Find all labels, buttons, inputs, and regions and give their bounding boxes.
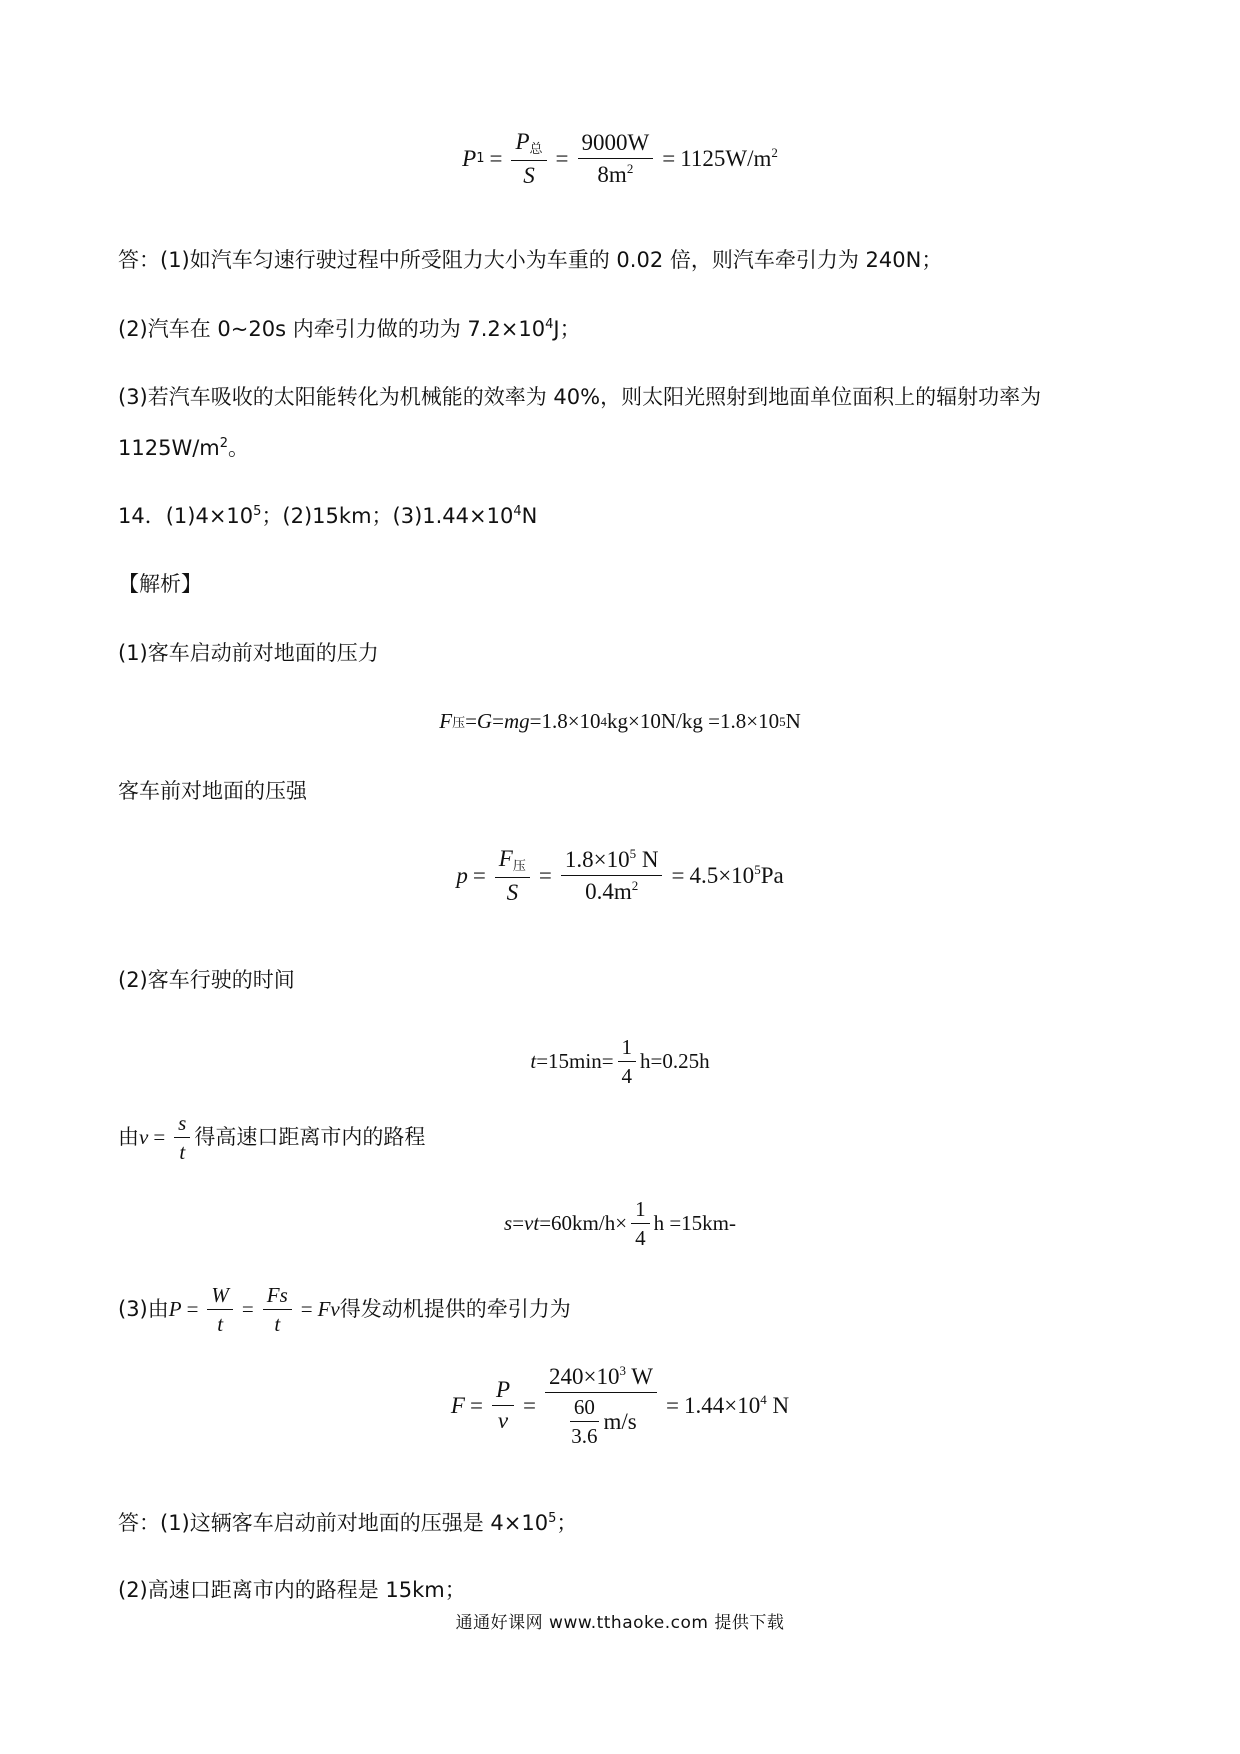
var-f-traction: F: [450, 1392, 465, 1418]
equation-pressure-force: [0, 709, 1240, 734]
frac-num-unit: N: [636, 847, 659, 873]
var-f: F: [439, 709, 453, 733]
answer14-line1-text: 答：(1)这辆客车启动前对地面的压强是 4×10: [118, 1511, 549, 1535]
frac-num-power: 240×10: [548, 1364, 620, 1389]
equation-radiation-power: P 1 = $\frac{P_总}{S}$ = $\frac{9000W}{8m^2}$ = $1125W/m^2$: [462, 129, 778, 188]
equation-time: [0, 1036, 1240, 1087]
frac-num-p: P: [515, 129, 530, 154]
fraction-fs-over-t: [263, 1284, 292, 1335]
pressure-title: 客车前对地面的压强: [118, 779, 307, 803]
sup-2b: 2: [771, 145, 778, 161]
sup-2: 2: [626, 160, 634, 176]
time-part-b: h=0.25h: [640, 1049, 710, 1074]
var-v: v: [139, 1125, 149, 1150]
fraction-60-over-3-6: [567, 1396, 601, 1447]
force-part-b: kg×10N/kg =1.8×10: [607, 709, 780, 733]
fraction-p-over-v: [492, 1378, 514, 1433]
distance-part-b: h =15km-: [653, 1211, 736, 1236]
frac-num-1: 1: [618, 1036, 637, 1062]
answer13-line1: 答：(1)如汽车匀速行驶过程中所受阻力大小为车重的 0.02 倍，则汽车牵引力为 240N；: [118, 248, 943, 272]
frac-num-power-sup: 3: [619, 1363, 626, 1378]
frac-den-t1: t: [217, 1312, 224, 1337]
force-sup1: 4: [600, 713, 608, 729]
answer13-line2-unit: J；: [553, 317, 581, 341]
pressure-result: 4.5×10: [689, 863, 755, 889]
force-part-a: =1.8×10: [529, 709, 601, 733]
answer13-line2-sup: 4: [545, 317, 554, 332]
var-g: G: [476, 709, 493, 733]
answer13-line4-text: 1125W/m: [118, 436, 220, 460]
frac-den-4: 4: [621, 1064, 633, 1089]
frac-den-t: t: [179, 1140, 186, 1165]
sub-ya: 压: [452, 716, 466, 731]
distance-part-a: =60km/h×: [539, 1211, 628, 1236]
power-suffix: 得发动机提供的牵引力为: [339, 1297, 571, 1322]
var-p1: P: [462, 145, 477, 171]
traction-result-sup: 4: [760, 1392, 767, 1408]
answer14-line2: (2)高速口距离市内的路程是 15km；: [118, 1578, 466, 1602]
frac-num-s: s: [174, 1112, 190, 1138]
answer14-line1-end: ；: [556, 1511, 578, 1535]
var-p: p: [456, 862, 468, 888]
frac-den-4b: 4: [635, 1226, 646, 1251]
time-part-a: =15min=: [536, 1049, 614, 1074]
var-t: t: [530, 1049, 537, 1074]
frac-den-s: S: [523, 162, 535, 188]
page-footer: 通通好课网 www.tthaoke.com 提供下载: [455, 1613, 785, 1633]
traction-result-unit: N: [766, 1393, 790, 1419]
result-1125: 1125W/m: [680, 146, 772, 172]
sub-total: 总: [529, 142, 543, 157]
frac-den-t2: t: [274, 1312, 281, 1337]
answer14-line1: [118, 1512, 577, 1534]
fraction-numeric-pressure: [561, 847, 663, 904]
fraction-9000w-over-8m2: [578, 131, 654, 187]
sub-ya-2: 压: [512, 859, 526, 874]
frac-den-v: v: [497, 1408, 509, 1434]
eq-sign-2: =: [492, 709, 504, 733]
force-sup2: 5: [779, 713, 786, 729]
fraction-w-over-t: [207, 1284, 233, 1335]
frac-num-sup: 5: [629, 846, 637, 862]
frac-num-f: F: [498, 846, 513, 871]
answer13-line4-end: 。: [228, 436, 250, 460]
frac-num-force: 1.8×10: [564, 847, 630, 873]
inner-num-60: 60: [570, 1396, 599, 1422]
equation-pressure: p = $\frac{F_压}{S}$ = $\frac{1.8\times 10^5 N}{0.4m^2}$ = $4.5\times 10^5Pa$: [456, 846, 784, 905]
answer13-line4-sup: 2: [219, 436, 229, 451]
q14-sup1: 5: [253, 504, 262, 519]
pressure-result-unit: Pa: [760, 863, 784, 889]
fraction-one-quarter: [618, 1036, 637, 1087]
power-prefix: (3)由: [118, 1297, 169, 1322]
frac-num-9000w: 9000W: [578, 131, 654, 159]
power-formula-line: (3)由 P = $\frac{W}{t}$ = $\frac{Fs}{t}$ = Fv 得发动机提供的牵引力为: [118, 1283, 571, 1337]
speed-formula-line: 由 v = $\frac{s}{t}$ 得高速口距离市内的路程: [118, 1111, 426, 1165]
fraction-ptotal-over-s: [511, 130, 546, 188]
answer14-line1-sup: 5: [548, 1511, 557, 1526]
var-s: s: [504, 1211, 513, 1236]
traction-result: 1.44×10: [684, 1393, 761, 1419]
var-vt: vt: [524, 1211, 540, 1236]
frac-num-power-unit: W: [625, 1364, 654, 1389]
frac-den-area: 0.4m: [585, 879, 632, 905]
eq-sign-s: =: [512, 1211, 525, 1236]
frac-den-8m: 8m: [597, 161, 627, 187]
equation-distance: [0, 1198, 1240, 1249]
answer13-line2-text: (2)汽车在 0~20s 内牵引力做的功为 7.2×10: [118, 317, 546, 341]
question14-answer: [118, 505, 537, 527]
fraction-f-over-s: [495, 847, 530, 905]
speed-prefix: 由: [118, 1125, 139, 1150]
step1-title: (1)客车启动前对地面的压力: [118, 641, 379, 665]
frac-num-1b: 1: [631, 1198, 650, 1224]
q14-part-c: N: [521, 504, 538, 528]
frac-num-fs: Fs: [263, 1284, 292, 1310]
sub-1: 1: [476, 151, 485, 167]
q14-sup2: 4: [513, 504, 522, 519]
var-fv: Fv: [317, 1297, 340, 1322]
frac-num-p2: P: [492, 1378, 514, 1406]
eq-sign-1: =: [465, 709, 477, 733]
frac-num-w: W: [207, 1284, 233, 1310]
fraction-s-over-t: [174, 1112, 190, 1163]
speed-suffix: 得高速口距离市内的路程: [194, 1125, 426, 1150]
q14-part-a: 14．(1)4×10: [118, 504, 254, 528]
answer13-line4: [118, 437, 249, 459]
equation-traction-force: F = $\frac{P}{v}$ = $240\times 10^3$ W $\frac{60}{3.6}$ m/s = $1.44\times 10^4$ N: [450, 1363, 790, 1449]
var-mg: mg: [503, 709, 530, 733]
frac-den-s-2: S: [506, 879, 519, 905]
answer13-line3: (3)若汽车吸收的太阳能转化为机械能的效率为 40%，则太阳光照射到地面单位面积上的辐射功率为: [118, 385, 1042, 409]
q14-part-b: ；(2)15km；(3)1.44×10: [261, 504, 514, 528]
answer13-line2: [118, 318, 581, 340]
frac-den-sup: 2: [631, 878, 639, 894]
inner-den-3-6: 3.6: [571, 1424, 598, 1449]
var-power: P: [168, 1297, 182, 1322]
fraction-one-quarter-2: [631, 1198, 650, 1249]
speed-unit: m/s: [603, 1408, 637, 1434]
step2-title: (2)客车行驶的时间: [118, 968, 295, 992]
force-part-c: N: [785, 709, 801, 733]
analysis-label: 【解析】: [118, 572, 202, 596]
fraction-traction-numeric: [545, 1364, 657, 1447]
pressure-result-sup: 5: [754, 862, 761, 878]
